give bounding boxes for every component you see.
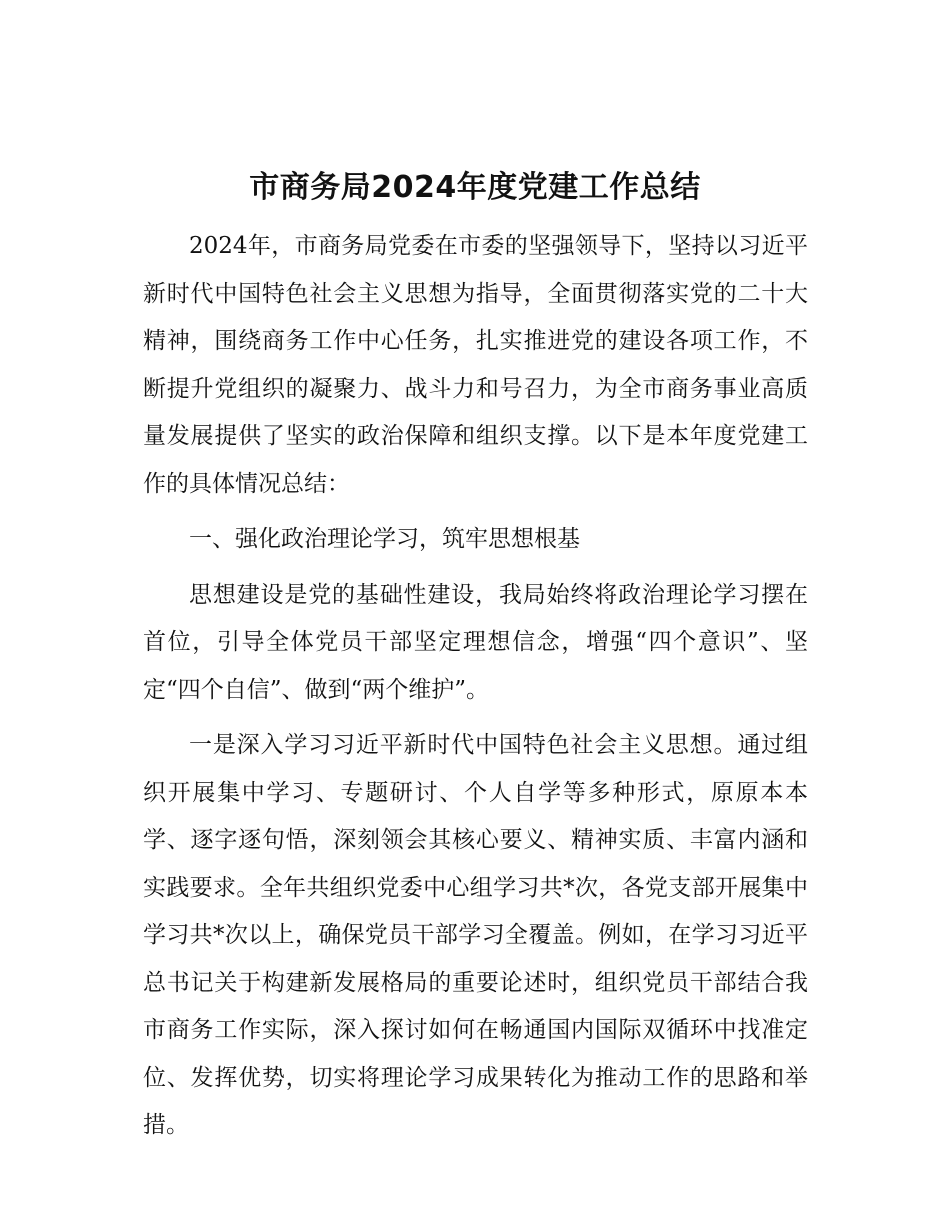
document-body bbox=[143, 223, 808, 1150]
document-title: 市商务局2024年度党建工作总结 bbox=[249, 170, 701, 205]
section-paragraph: 一是深入学习习近平新时代中国特色社会主义思想。通过组织开展集中学习、专题研讨、个人自学等多种形式，原原本本学、逐字逐句悟，深刻领会其核心要义、精神实质、丰富内涵和实践要求。全年共组织党委中心组学习共*次，各党支部开展集中学习共*次以上，确保党员干部学习全覆盖。例如，在学习习近平总书记关于构建新发展格局的重要论述时，组织党员干部结合我市商务工作实际，深入探讨如何在畅通国内国际双循环中找准定位、发挥优势，切实将理论学习成果转化为推动工作的思路和举措。 bbox=[143, 732, 808, 1138]
intro-paragraph: 2024年，市商务局党委在市委的坚强领导下，坚持以习近平新时代中国特色社会主义思想为指导，全面贯彻落实党的二十大精神，围绕商务工作中心任务，扎实推进党的建设各项工作，不断提升党组织的凝聚力、战斗力和号召力，为全市商务事业高质量发展提供了坚实的政治保障和组织支撑。以下是本年度党建工作的具体情况总结： bbox=[143, 233, 808, 497]
section-heading: 一、强化政治理论学习，筑牢思想根基 bbox=[189, 526, 580, 552]
section-paragraph: 思想建设是党的基础性建设，我局始终将政治理论学习摆在首位，引导全体党员干部坚定理想信念，增强“四个意识”、坚定“四个自信”、做到“两个维护”。 bbox=[143, 581, 808, 703]
